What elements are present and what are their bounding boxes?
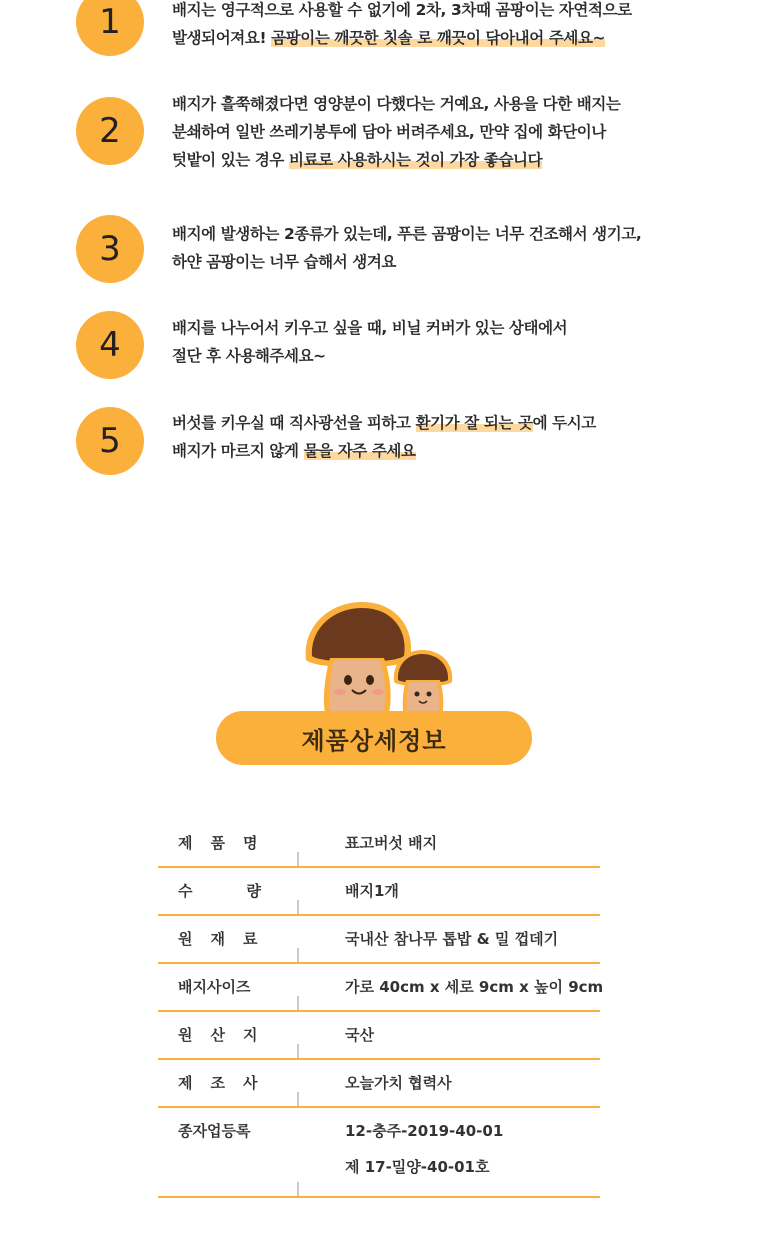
tip-text [172,0,632,52]
column-divider [297,1092,299,1106]
tip-line [172,24,632,52]
column-divider [297,948,299,962]
column-divider [297,1182,299,1196]
tip-text-segment: 텃밭이 있는 경우 [172,151,290,169]
step-number-badge: 1 [76,0,144,56]
spec-key: 제조사 [178,1074,276,1092]
tip-line [172,90,621,118]
spec-value: 국내산 참나무 톱밥 & 밀 껍데기 [345,930,559,948]
spec-key: 배지사이즈 [178,978,251,996]
spec-row [158,1108,600,1198]
tip-line [172,118,621,146]
spec-row [158,868,600,916]
spec-key: 원재료 [178,930,276,948]
tip-line [172,342,567,370]
spec-row [158,964,604,1012]
spec-key: 원산지 [178,1026,276,1044]
tip-line [172,248,641,276]
tip-line [172,146,621,174]
spec-value: 제 17-밀양-40-01호 [345,1158,490,1176]
column-divider [297,852,299,866]
column-divider [297,1044,299,1058]
spec-row [158,916,600,964]
tip-text-segment: 발생되어져요! [172,29,272,47]
tip-text-segment: 배지는 영구적으로 사용할 수 없기에 2차, 3차때 곰팡이는 자연적으로 [172,1,632,19]
tip-text [172,314,567,370]
spec-value: 배지1개 [345,882,399,900]
tip-text-segment: 절단 후 사용해주세요~ [172,347,326,365]
spec-value: 가로 40cm x 세로 9cm x 높이 9cm [345,978,604,996]
step-number-badge: 2 [76,97,144,165]
tip-line [172,220,641,248]
spec-value: 국산 [345,1026,374,1044]
highlighted-text: 곰팡이는 깨끗한 칫솔 로 깨끗이 닦아내어 주세요~ [271,29,606,47]
spec-key: 제품명 [178,834,276,852]
product-detail-banner [216,711,532,765]
tip-text [172,409,596,465]
spec-value: 표고버섯 배지 [345,834,438,852]
tip-text-segment: 배지가 흘쭉해졌다면 영양분이 다했다는 거예요, 사용을 다한 배지는 [172,95,621,113]
tip-text-segment: 배지를 나누어서 키우고 싶을 때, 비닐 커버가 있는 상태에서 [172,319,568,337]
spec-row [158,820,600,868]
banner-title: 제품상세정보 [301,726,447,755]
tip-text-segment: 에 두시고 [532,414,596,432]
tip-text-segment: 버섯를 키우실 때 직사광선을 피하고 [172,414,416,432]
tip-line [172,409,596,437]
highlighted-text: 비료로 사용하시는 것이 가장 좋습니다 [289,151,543,169]
spec-value: 오늘가치 협력사 [345,1074,452,1092]
highlighted-text: 물을 자주 주세요 [303,442,416,460]
column-divider [297,996,299,1010]
tip-line [172,437,596,465]
spec-key: 종자업등록 [178,1122,251,1140]
mushroom-mascot-icon [296,598,456,716]
step-number-badge: 3 [76,215,144,283]
tip-text [172,90,621,174]
spec-value: 12-충주-2019-40-01 [345,1122,504,1140]
tip-line [172,314,567,342]
tip-text-segment: 배지가 마르지 않게 [172,442,304,460]
tip-text-segment: 하얀 곰팡이는 너무 습해서 생겨요 [172,253,397,271]
column-divider [297,900,299,914]
highlighted-text: 환기가 잘 되는 곳 [415,414,533,432]
product-spec-table [158,820,604,1198]
tip-text-segment: 분쇄하여 일반 쓰레기봉투에 담아 버려주세요, 만약 집에 화단이나 [172,123,606,141]
tip-text-segment: 배지에 발생하는 2종류가 있는데, 푸른 곰팡이는 너무 건조해서 생기고, [172,225,642,243]
spec-key: 수량 [178,882,315,900]
step-number-badge: 5 [76,407,144,475]
tip-line [172,0,632,24]
spec-row [158,1060,600,1108]
spec-row [158,1012,600,1060]
step-number-badge: 4 [76,311,144,379]
tip-text [172,220,641,276]
